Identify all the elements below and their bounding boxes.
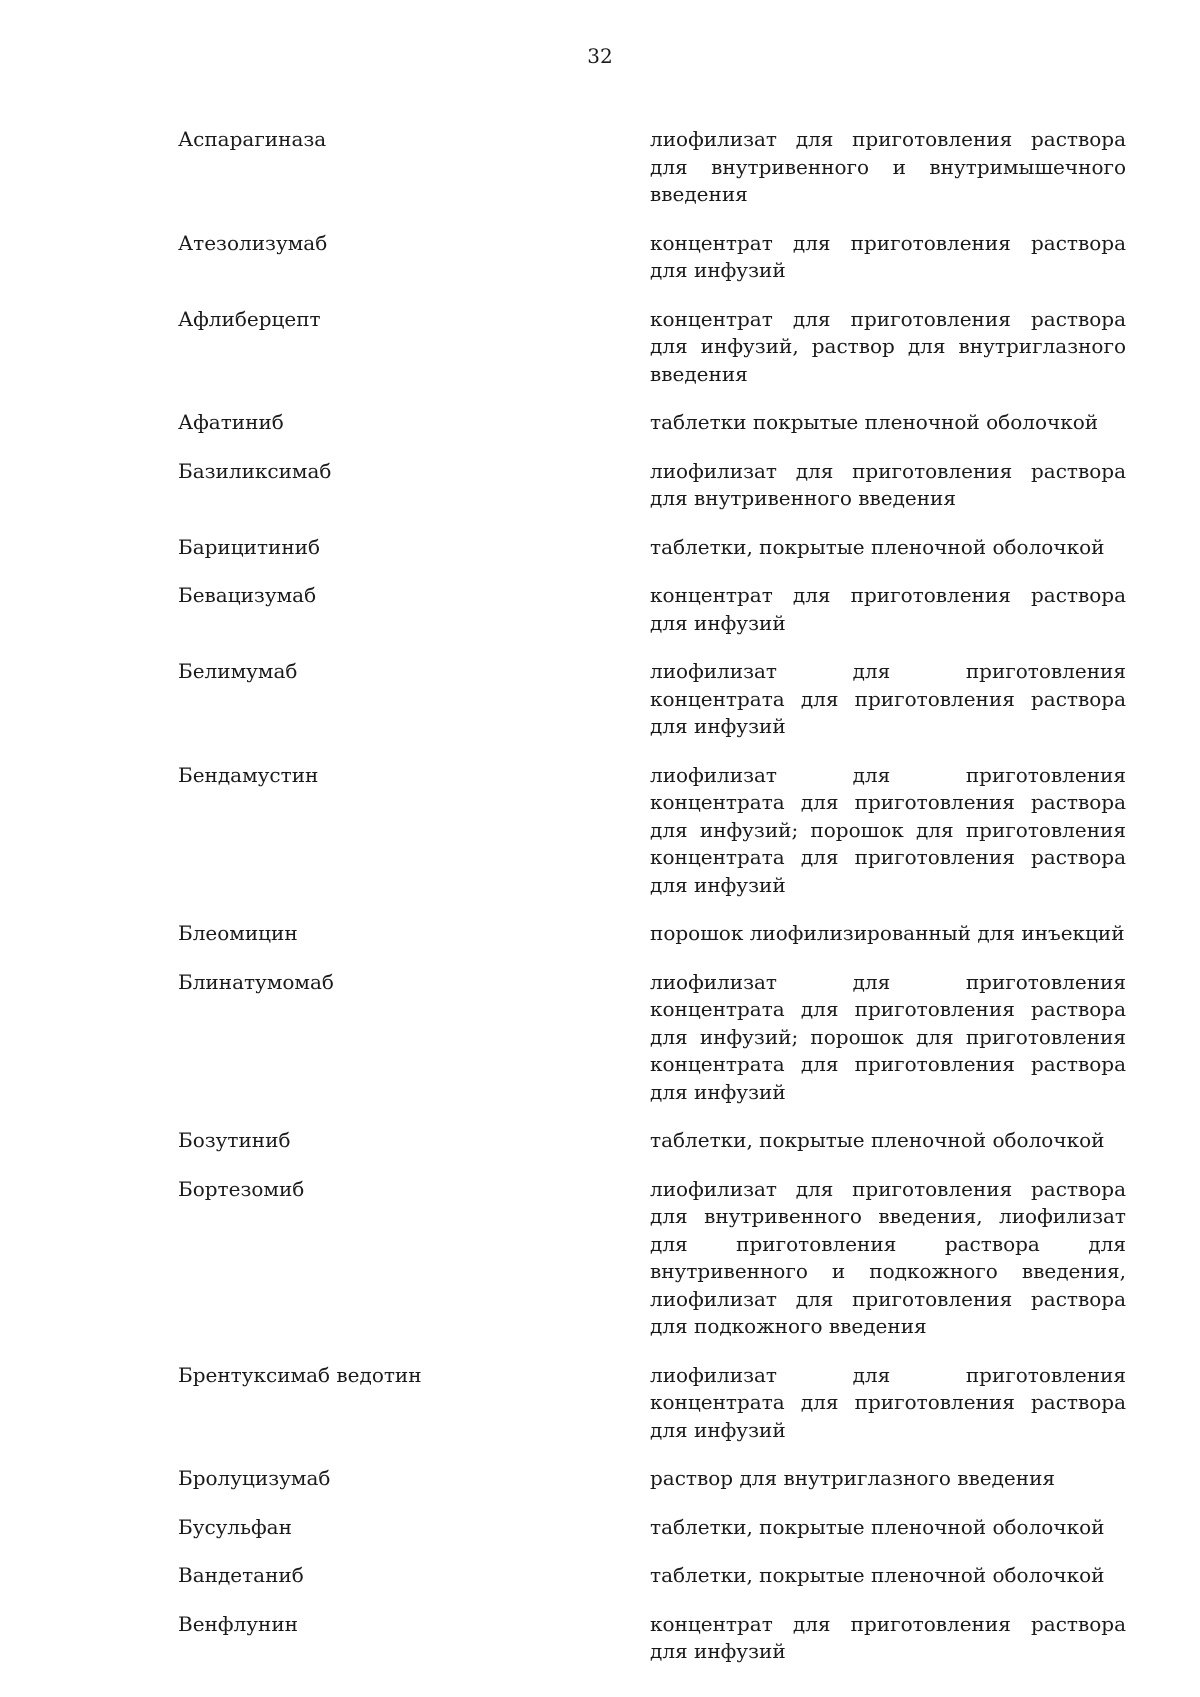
dosage-form: раствор для внутриглазного введения <box>650 1466 1056 1490</box>
list-item <box>178 1127 1126 1155</box>
drug-name: Афатиниб <box>178 410 284 434</box>
drug-name: Блинатумомаб <box>178 969 334 994</box>
dosage-form: концентрат для приготовления раствора для инфузий, раствор для внутриглазного введения <box>650 306 1126 386</box>
dosage-form: таблетки, покрытые пленочной оболочкой <box>650 1563 1105 1587</box>
drug-name: Бусульфан <box>178 1514 292 1539</box>
list-item <box>178 409 1126 437</box>
list-item <box>178 582 1126 637</box>
dosage-form: порошок лиофилизированный для инъекций <box>650 921 1125 945</box>
drug-name: Бевацизумаб <box>178 583 317 607</box>
drug-name: Блеомицин <box>178 921 298 945</box>
dosage-form: таблетки покрытые пленочной оболочкой <box>650 410 1099 434</box>
drug-name: Атезолизумаб <box>178 230 328 255</box>
list-item <box>178 126 1126 209</box>
drug-name: Бролуцизумаб <box>178 1466 331 1490</box>
drug-list <box>178 126 1126 1687</box>
drug-name: Вандетаниб <box>178 1563 304 1587</box>
list-item <box>178 1176 1126 1341</box>
dosage-form: лиофилизат для приготовления концентрата для приготовления раствора для инфузий <box>650 659 1126 738</box>
list-item <box>178 1611 1126 1666</box>
dosage-form: лиофилизат для приготовления раствора для внутривенного и внутримышечного введения <box>650 127 1126 206</box>
dosage-form: концентрат для приготовления раствора для инфузий <box>650 1611 1126 1663</box>
dosage-form: таблетки, покрытые пленочной оболочкой <box>650 534 1105 559</box>
list-item <box>178 458 1126 513</box>
drug-name: Барицитиниб <box>178 534 321 559</box>
drug-name: Афлиберцепт <box>178 306 321 331</box>
list-item <box>178 658 1126 741</box>
dosage-form: лиофилизат для приготовления раствора для внутривенного введения, лиофилизат для приготовления раствора для внутривенного и подкожного введения, лиофилизат для приготовления раствора для подкожного введения <box>650 1176 1126 1338</box>
page-number: 32 <box>587 44 613 68</box>
dosage-form: лиофилизат для приготовления раствора для внутривенного введения <box>650 458 1126 510</box>
drug-name: Белимумаб <box>178 659 298 683</box>
list-item <box>178 762 1126 900</box>
drug-name: Аспарагиназа <box>178 127 327 151</box>
dosage-form: лиофилизат для приготовления концентрата для приготовления раствора для инфузий <box>650 1362 1126 1442</box>
drug-name: Венфлунин <box>178 1611 298 1636</box>
list-item <box>178 1465 1126 1493</box>
drug-name: Бортезомиб <box>178 1176 305 1201</box>
list-item <box>178 306 1126 389</box>
list-item <box>178 534 1126 562</box>
list-item <box>178 230 1126 285</box>
dosage-form: таблетки, покрытые пленочной оболочкой <box>650 1128 1105 1152</box>
drug-name: Базиликсимаб <box>178 458 332 483</box>
list-item <box>178 1562 1126 1590</box>
list-item <box>178 1362 1126 1445</box>
drug-name: Бозутиниб <box>178 1128 291 1152</box>
drug-name: Брентуксимаб ведотин <box>178 1362 422 1387</box>
dosage-form: лиофилизат для приготовления концентрата для приготовления раствора для инфузий; порошок для приготовления концентрата для приготовления раствора для инфузий <box>650 762 1126 897</box>
drug-name: Бендамустин <box>178 762 319 787</box>
dosage-form: лиофилизат для приготовления концентрата для приготовления раствора для инфузий; порошок для приготовления концентрата для приготовления раствора для инфузий <box>650 969 1126 1104</box>
dosage-form: таблетки, покрытые пленочной оболочкой <box>650 1514 1105 1539</box>
dosage-form: концентрат для приготовления раствора для инфузий <box>650 230 1126 282</box>
dosage-form: концентрат для приготовления раствора для инфузий <box>650 583 1126 635</box>
list-item <box>178 969 1126 1107</box>
list-item <box>178 920 1126 948</box>
list-item <box>178 1514 1126 1542</box>
